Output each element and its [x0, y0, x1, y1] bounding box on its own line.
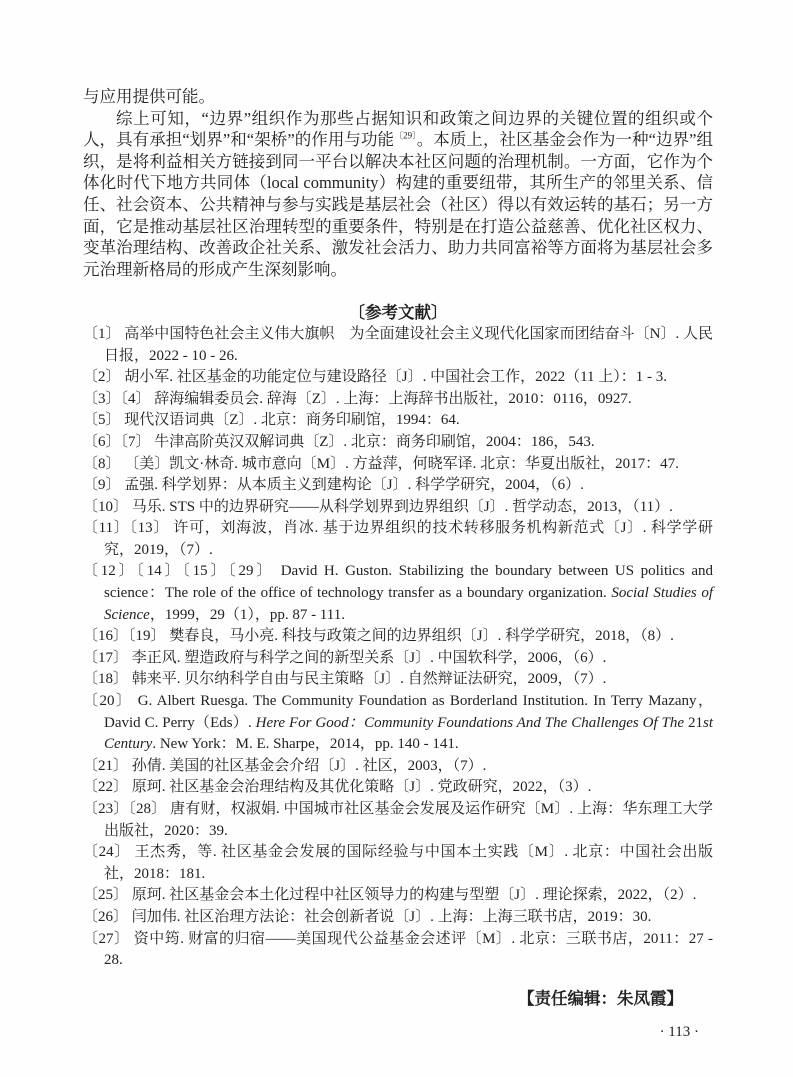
paragraph-text-before-citation: 综上可知，“边界”组织作为那些占据知识和政策之间边界的关键位置的组织或个人，具有承担“划界”和“架桥”的作用与功能	[83, 108, 713, 150]
paragraph-continuation: 与应用提供可能。	[83, 87, 215, 106]
reference-text: 〔2〕 胡小军. 社区基金的功能定位与建设路径〔J〕. 中国社会工作，2022（11 上）：1 - 3.	[83, 369, 668, 386]
reference-item	[83, 518, 713, 561]
page-number: · 113 ·	[659, 1024, 699, 1041]
reference-title-italic: Social Studies of Science	[104, 585, 713, 623]
reference-item	[83, 410, 713, 432]
reference-text: 〔3〕〔4〕 辞海编辑委员会. 辞海〔Z〕. 上海：上海辞书出版社，2010：0116，0927.	[83, 390, 632, 407]
reference-item	[83, 777, 713, 799]
page-content	[83, 86, 713, 1044]
reference-text: 〔20〕 G. Albert Ruesga. The Community Foundation as Borderland Institution. In Terry Mazany，David C. Perry（Eds）.	[83, 693, 713, 731]
reference-item	[83, 885, 713, 907]
editor-note: 【责任编辑：朱凤霞】	[518, 988, 683, 1008]
reference-item	[83, 691, 713, 756]
reference-text: 〔8〕 〔美〕凯文·林奇. 城市意向〔M〕. 方益萍，何晓军译. 北京：华夏出版社，2017：47.	[83, 455, 679, 472]
reference-item	[83, 929, 713, 972]
reference-text: 〔6〕〔7〕 牛津高阶英汉双解词典〔Z〕. 北京：商务印刷馆，2004：186，543.	[83, 433, 595, 450]
references-heading: 〔参考文献〕	[348, 303, 448, 323]
reference-text: 21	[687, 714, 703, 731]
reference-text: ，1999，29（1），pp. 87 - 111.	[149, 606, 345, 623]
reference-text: 〔11〕〔13〕 许可，刘海波，肖冰. 基于边界组织的技术转移服务机构新范式〔J〕. 科学学研究，2019，（7）.	[83, 520, 713, 558]
reference-text: 〔23〕〔28〕 唐有财，权淑娟. 中国城市社区基金会发展及运作研究〔M〕. 上海：华东理工大学出版社，2020：39.	[83, 801, 713, 839]
reference-item	[83, 842, 713, 885]
reference-text: 〔17〕 李正风. 塑造政府与科学之间的新型关系〔J〕. 中国软科学，2006，（6）.	[83, 649, 607, 666]
reference-text: 〔1〕 高举中国特色社会主义伟大旗帜 为全面建设社会主义现代化国家而团结奋斗〔N〕. 人民日报，2022 - 10 - 26.	[83, 325, 713, 364]
reference-text: 〔26〕 闫加伟. 社区治理方法论：社会创新者说〔J〕. 上海：上海三联书店，2019：30.	[83, 908, 652, 925]
reference-text: 〔5〕 现代汉语词典〔Z〕. 北京：商务印刷馆，1994：64.	[83, 412, 460, 429]
references-list	[83, 324, 713, 972]
reference-item	[83, 432, 713, 454]
reference-item	[83, 669, 713, 691]
reference-item	[83, 389, 713, 411]
reference-text: 〔24〕 王杰秀，等. 社区基金会发展的国际经验与中国本土实践〔M〕. 北京：中国社会出版社，2018：181.	[83, 844, 713, 882]
body-paragraph	[83, 108, 713, 281]
reference-title-italic: Here For Good：Community Foundations And The Challenges Of The	[255, 714, 688, 731]
reference-item	[83, 561, 713, 626]
reference-item	[83, 497, 713, 519]
reference-item	[83, 475, 713, 497]
reference-text: 〔27〕 资中筠. 财富的归宿——美国现代公益基金会述评〔M〕. 北京：三联书店，2011：27 - 28.	[83, 930, 713, 969]
reference-text: 〔9〕 孟强. 科学划界：从本质主义到建构论〔J〕. 科学学研究，2004，（6）.	[83, 477, 584, 494]
reference-text: 〔12〕〔14〕〔15〕〔29〕 David H. Guston. Stabilizing the boundary between US politics and science：The role of the office of technology transfer as a boundary organization.	[83, 563, 713, 602]
reference-item	[83, 626, 713, 648]
reference-item	[83, 907, 713, 929]
reference-text: 〔21〕 孙倩. 美国的社区基金会介绍〔J〕. 社区，2003，（7）.	[83, 757, 487, 774]
reference-item	[83, 648, 713, 670]
reference-item	[83, 367, 713, 389]
reference-text: 〔22〕 原珂. 社区基金会治理结构及其优化策略〔J〕. 党政研究，2022，（3）.	[83, 779, 592, 796]
paragraph-text-after-citation: 。本质上，社区基金会作为一种“边界”组织，是将利益相关方链接到同一平台以解决本社区问题的治理机制。一方面，它作为个体化时代下地方共同体（local community）构建的重要纽带，其所生产的邻里关系、信任、社会资本、公共精神与参与实践是基层社会（社区）得以有效运转的基石；另一方面，它是推动基层社区治理转型的重要条件，特别是在打造公益慈善、优化社区权力、变革治理结构、改善政企社关系、激发社会活力、助力共同富裕等方面将为基层社会多元治理新格局的形成产生深刻影响。	[83, 130, 713, 279]
reference-text: 〔25〕 原珂. 社区基金会本土化过程中社区领导力的构建与型塑〔J〕. 理论探索，2022，（2）.	[83, 887, 697, 904]
reference-title-italic: st Century	[104, 714, 713, 753]
reference-text: 〔16〕〔19〕 樊春良，马小亮. 科技与政策之间的边界组织〔J〕. 科学学研究，2018，（8）.	[83, 628, 674, 645]
reference-text: 〔10〕 马乐. STS 中的边界研究——从科学划界到边界组织〔J〕. 哲学动态，2013，（11）.	[83, 498, 673, 515]
reference-text: . New York：M. E. Sharpe，2014，pp. 140 - 141.	[152, 736, 459, 753]
reference-item	[83, 799, 713, 842]
citation-superscript: 〔29〕	[394, 130, 417, 141]
reference-item	[83, 454, 713, 476]
reference-item	[83, 324, 713, 367]
reference-text: 〔18〕 韩来平. 贝尔纳科学自由与民主策略〔J〕. 自然辩证法研究，2009，（7）.	[83, 671, 607, 688]
reference-item	[83, 756, 713, 778]
